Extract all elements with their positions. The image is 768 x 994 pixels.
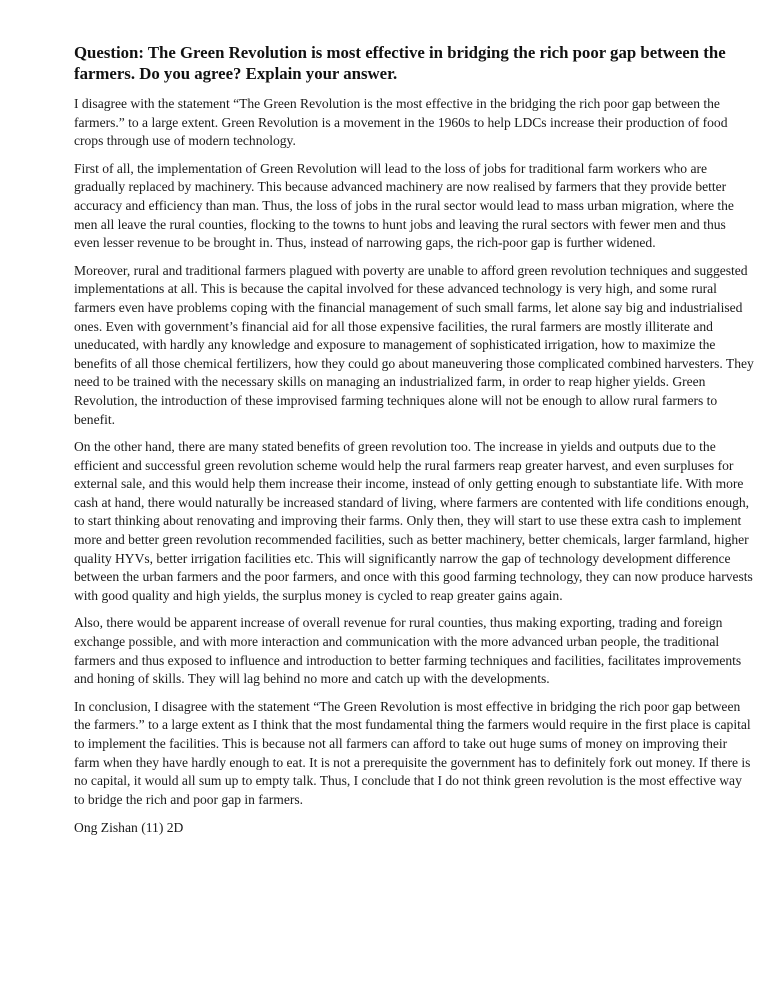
- paragraph-affordability: Moreover, rural and traditional farmers plagued with poverty are unable to afford green revolution techniques and suggested implementations at all. This is because the capital involved for these advanced technology is very high, and some rural farmers even have problems coping with the financial management of such small farms, let alone say big and industrialised ones. Even with government’s financial aid for all those expensive facilities, the rural farmers are mostly illiterate and uneducated, with hardly any knowledge and exposure to management of sophisticated irrigation, how to maximize the benefits of all those chemical fertilizers, how they could go about maneuvering those complicated combined harvesters. They need to be trained with the necessary skills on managing an industrialized farm, in order to reap higher yields. Green Revolution, the introduction of these improvised farming techniques alone will not be enough to allow rural farmers to benefit.: [74, 262, 754, 427]
- paragraph-job-loss: First of all, the implementation of Green Revolution will lead to the loss of jobs for traditional farm workers who are gradually replaced by machinery. This because advanced machinery are now realised by farmers that they provide better accuracy and efficiency than man. Thus, the loss of jobs in the rural sector would lead to mass urban migration, where the men all leave the rural counties, flocking to the towns to hunt jobs and leaving the rural sectors with fewer men and thus even lesser revenue to be brought in. Thus, instead of narrowing gaps, the rich-poor gap is further widened.: [74, 160, 734, 251]
- author-signature: Ong Zishan (11) 2D: [74, 820, 184, 836]
- question-heading: Question: The Green Revolution is most effective in bridging the rich poor gap between the farmers. Do you agree? Explain your answer.: [74, 43, 726, 83]
- paragraph-introduction: I disagree with the statement “The Green Revolution is the most effective in the bridging the rich poor gap between the farmers.” to a large extent. Green Revolution is a movement in the 1960s to help LDCs increase their production of food crops through use of modern technology.: [74, 96, 728, 149]
- document-page: [74, 42, 754, 838]
- paragraph-revenue: Also, there would be apparent increase of overall revenue for rural counties, thus making exporting, trading and foreign exchange possible, and with more interaction and communication with the more advanced urban people, the traditional farmers and thus exposed to influence and introduction to better farming techniques and facilities, facilitates improvements and honing of skills. They will lag behind no more and catch up with the developments.: [74, 615, 742, 687]
- paragraph-benefits: On the other hand, there are many stated benefits of green revolution too. The increase in yields and outputs due to the efficient and successful green revolution scheme would help the rural farmers reap greater harvest, and even surpluses for external sale, and this would help them increase their income, instead of only getting enough to substantiate life. With more cash at hand, there would naturally be increased standard of living, where farmers are contented with life conditions enough, to start thinking about renovating and improving their farms. Only then, they will start to use these extra cash to implement more and better green revolution recommended facilities, such as better machinery, better chemicals, larger farmland, higher quality HYVs, better irrigation facilities etc. This will significantly narrow the gap of technology development difference between the urban farmers and the poor farmers, and once with this good farming technology, they can now produce harvests with good quality and high yields, the surplus money is cycled to reap greater gains again.: [74, 439, 753, 603]
- paragraph-conclusion: In conclusion, I disagree with the statement “The Green Revolution is most effective in bridging the rich poor gap between the farmers.” to a large extent as I think that the most fundamental thing the farmers would require in the first place is capital to implement the facilities. This is because not all farmers can afford to take out huge sums of money on improving their farm when they have hardly enough to eat. It is not a prerequisite the government has to definitely fork out money. If there is no capital, it would all sum up to empty talk. Thus, I conclude that I do not think green revolution is the most effective way to bridge the rich and poor gap in farmers.: [74, 698, 751, 807]
